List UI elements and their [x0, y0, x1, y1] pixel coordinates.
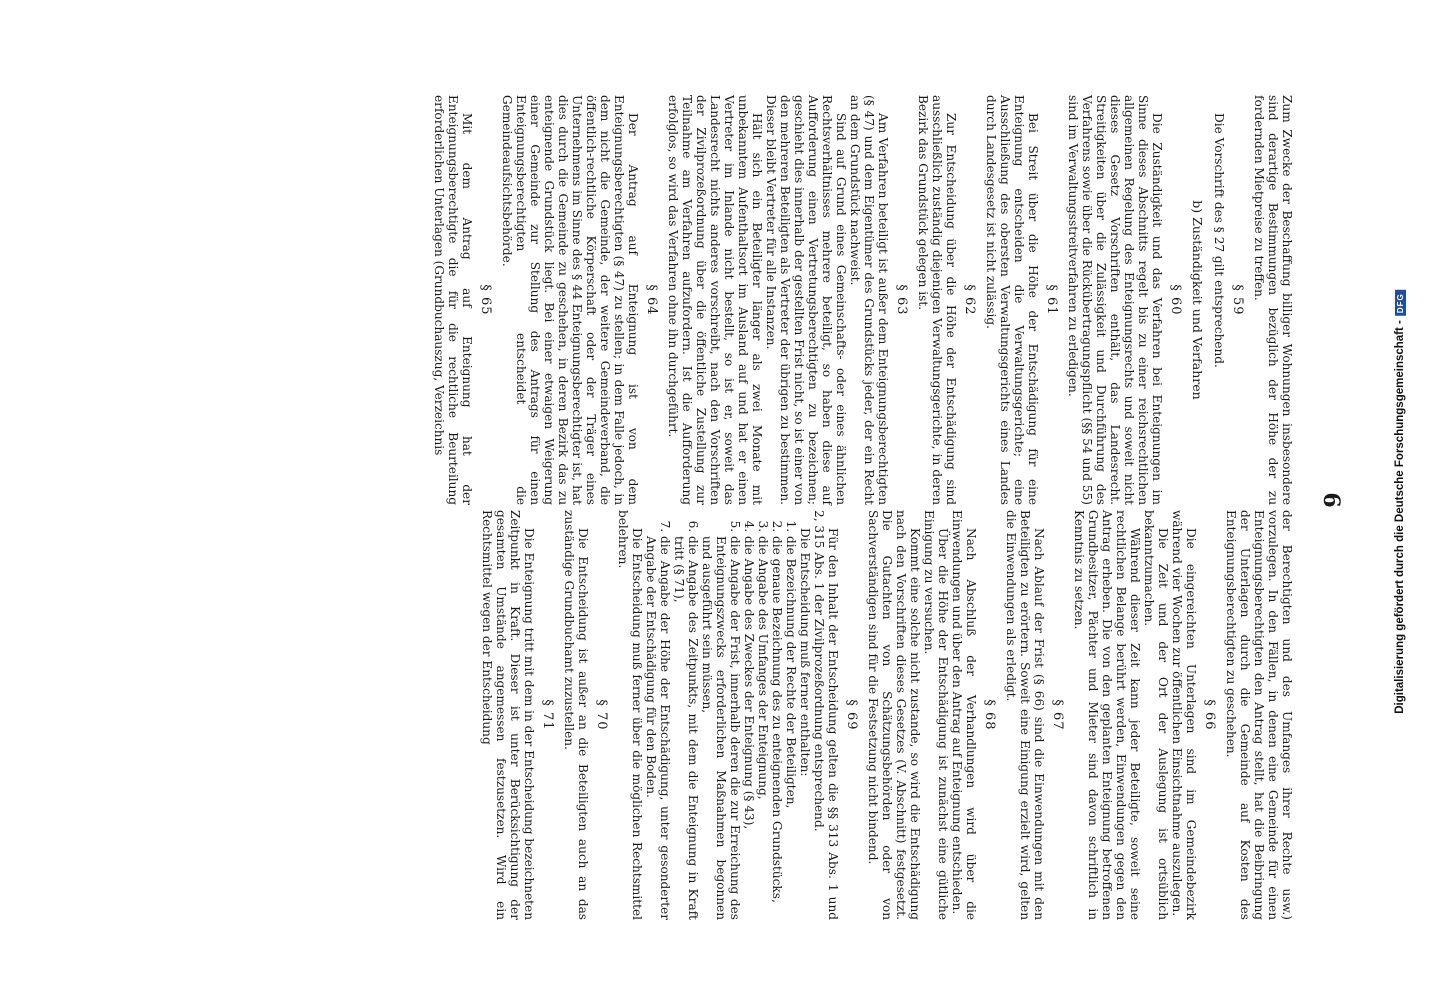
list-item: 6. die Angabe des Zeitpunkts, mit dem die Enteignung in Kraft tritt (§ 71),: [672, 536, 700, 920]
section-61-text: Bei Streit über die Höhe der Entschädigung für eine Enteignung entscheiden die Verwaltungsgerichte; eine Ausschließung des obersten Verwaltungsgerichts eines Landes durch Landesgesetz ist nicht zulässig.: [984, 95, 1040, 505]
section-69-paragraph-1: Für den Inhalt der Entscheidung gelten die §§ 313 Abs. 1 und 2, 315 Abs. 1 der Zivilprozeßordnung entsprechend.: [812, 510, 840, 920]
section-63-paragraph-2: Sind auf Grund eines Gemeinschafts- oder eines ähnlichen Rechtsverhältnisses mehrere beteiligt, so haben diese auf Aufforderung einen Vertretungsberechtigten zu bezeichnen; geschieht dies innerhalb der gestellten Frist nicht, so ist einer von den mehreren Beteiligten als Vertreter der übrigen zu bestimmen. Dieser bleibt Vertreter für alle Instanzen.: [764, 95, 848, 505]
paragraph-intro: Zum Zwecke der Beschaffung billiger Wohnungen insbesondere sind derartige Bestimmungen bezüglich der Höhe der zu fordernden Mietpreise zu treffen.: [1252, 95, 1294, 505]
section-68-paragraph-2: Über die Höhe der Entschädigung ist zunächst eine gütliche Einigung zu versuchen.: [922, 510, 950, 920]
section-heading-62: § 62: [962, 284, 977, 316]
section-64-text: Der Antrag auf Enteignung ist von dem Enteignungsberechtigten (§ 47) zu stellen; in dem Falle jedoch, in dem nicht die Gemeinde, der weitere Gemeindeverband, die öffentlich-rechtliche Körperschaft oder der Träger eines Unternehmens im Sinne des § 44 Enteignungsberechtigter ist, hat dies durch die Gemeinde zu geschehen, in deren Bezirk das zu enteignende Grundstück liegt. Bei einer etwaigen Weigerung einer Gemeinde zur Stellung des Antrags für einen Enteignungsberechtigten entscheidet die Gemeindeaufsichtsbehörde.: [500, 95, 640, 505]
paragraph-continuation: der Berechtigten und des Umfanges ihrer Rechte usw.) vorzulegen. In den Fällen, in denen eine Gemeinde für einen Enteignungsberechtigten den Antrag stellt, hat die Beibringung der Unterlagen durch die Gemeinde auf Kosten des Enteignungsberechtigten zu geschehen.: [1224, 510, 1294, 920]
section-69-paragraph-3: Die Entscheidung muß ferner über die möglichen Rechtsmittel belehren.: [616, 510, 644, 920]
section-63-paragraph-3: Hält sich ein Beteiligter länger als zwei Monate mit unbekanntem Aufenthaltsort im Ausland auf und hat er einen Vertreter im Inlande nicht bestellt, so ist er, soweit das Landesrecht nichts anderes vorschreibt, nach den Vorschriften der Zivilprozeßordnung über die öffentliche Zustellung zur Teilnahme am Verfahren aufzufordern. Ist die Aufforderung erfolglos, so wird das Verfahren ohne ihn durchgeführt.: [666, 95, 764, 505]
section-heading-64: § 64: [644, 284, 659, 316]
attribution-text: Digitalisierung gefördert durch die Deutsche Forschungsgemeinschaft -: [1394, 320, 1406, 714]
section-heading-63: § 63: [894, 284, 909, 316]
section-heading-61: § 61: [1044, 284, 1059, 316]
section-65-text: Mit dem Antrag auf Enteignung hat der Enteignungsberechtigte die für die rechtliche Beurteilung erforderlichen Unterlagen (Grundbuchauszug, Verzeichnis: [432, 95, 474, 505]
section-heading-69: § 69: [844, 699, 859, 731]
digitization-attribution: [1385, 12, 1415, 992]
section-66-paragraph-2: Die Zeit und der Ort der Auslegung ist ortsüblich bekanntzumachen.: [1142, 510, 1170, 920]
left-column: [432, 95, 1294, 505]
section-67-text: Nach Ablauf der Frist (§ 66) sind die Einwendungen mit den Beteiligten zu erörtern. Soweit eine Einigung erzielt wird, gelten die Einwendungen als erledigt.: [1004, 510, 1046, 920]
subheading-b: b) Zuständigkeit und Verfahren: [1190, 200, 1205, 400]
section-59-text: Die Vorschrift des § 27 gilt entsprechend.: [1212, 113, 1226, 368]
section-68-paragraph-3: Kommt eine solche nicht zustande, so wird die Entschädigung nach den Vorschriften dieses Gesetzes (V. Abschnitt) festgesetzt. Die Gutachten von Schätzungsbehörden oder von Sachverständigen sind für die Festsetzung nicht bindend.: [866, 510, 922, 920]
list-item: 1. die Bezeichnung der Rechte der Beteiligten,: [784, 536, 798, 920]
section-69-list: [644, 510, 798, 920]
section-66-paragraph-1: Die eingereichten Unterlagen sind im Gemeindebezirk während vier Wochen zur öffentlichen Einsichtnahme auszulegen.: [1170, 510, 1198, 920]
list-item: 3. die Angabe des Umfanges der Enteignung,: [756, 536, 770, 920]
section-63-paragraph-1: Am Verfahren beteiligt ist außer dem Enteignungsberechtigten (§ 47) und dem Eigentümer des Grundstücks jeder, der ein Recht an dem Grundstück nachweist.: [848, 95, 890, 505]
section-heading-70: § 70: [594, 699, 609, 731]
list-item: 2. die genaue Bezeichnung des zu enteignenden Grundstücks,: [770, 536, 784, 920]
section-heading-68: § 68: [982, 699, 997, 731]
section-heading-59: § 59: [1230, 284, 1245, 316]
list-item: 4. die Angabe des Zweckes der Enteignung (§ 43),: [742, 536, 756, 920]
section-heading-71: § 71: [540, 699, 555, 731]
section-68-paragraph-1: Nach Abschluß der Verhandlungen wird über die Einwendungen und über den Antrag auf Enteignung entschieden.: [950, 510, 978, 920]
section-69-paragraph-2: Die Entscheidung muß ferner enthalten:: [798, 528, 812, 777]
section-60-text: Die Zuständigkeit und das Verfahren bei Enteignungen im Sinne dieses Abschnitts regelt bis zu einer reichsrechtlichen allgemeinen Regelung des Enteignungsrechts und soweit nicht dieses Gesetz Vorschriften enthält, das Landesrecht. Streitigkeiten über die Zulässigkeit und Durchführung des Verfahrens sowie über die Rückübertragungspflicht (§§ 54 und 55) sind im Verwaltungsstreitverfahren zu erledigen.: [1066, 95, 1164, 505]
list-item: 5. die Angabe der Frist, innerhalb deren die zur Erreichung des Enteignungszwecks erforderlichen Maßnahmen begonnen und ausgeführt sein müssen,: [700, 536, 742, 920]
right-column: [480, 510, 1294, 920]
list-item: 7. die Angabe der Höhe der Entschädigung, unter gesonderter Angabe der Entschädigung für den Boden.: [644, 536, 672, 920]
section-66-paragraph-3: Während dieser Zeit kann jeder Beteiligte, soweit seine rechtlichen Belange berührt werden, Einwendungen gegen den Antrag erheben. Die von den geplanten Enteignung betroffenen Grundbesitzer, Pächter und Mieter sind davon schriftlich in Kenntnis zu setzen.: [1072, 510, 1142, 920]
section-71-text: Die Enteignung tritt mit dem in der Entscheidung bezeichneten Zeitpunkt in Kraft. Dieser ist unter Berücksichtigung der gesamten Umstände angemessen festzusetzen. Wird ein Rechtsmittel wegen der Entscheidung: [480, 510, 536, 920]
section-70-text: Die Entscheidung ist außer an die Beteiligten auch an das zuständige Grundbuchamt zuzustellen.: [562, 510, 590, 920]
dfg-logo: DFG: [1395, 290, 1406, 316]
page-number: 6: [1318, 492, 1344, 508]
section-62-text: Zur Entscheidung über die Höhe der Entschädigung sind ausschließlich zuständig diejenigen Verwaltungsgerichte, in deren Bezirk das Grundstück gelegen ist.: [916, 95, 958, 505]
section-heading-67: § 67: [1050, 699, 1065, 731]
section-heading-66: § 66: [1202, 699, 1217, 731]
section-heading-65: § 65: [478, 284, 493, 316]
section-heading-60: § 60: [1168, 284, 1183, 316]
